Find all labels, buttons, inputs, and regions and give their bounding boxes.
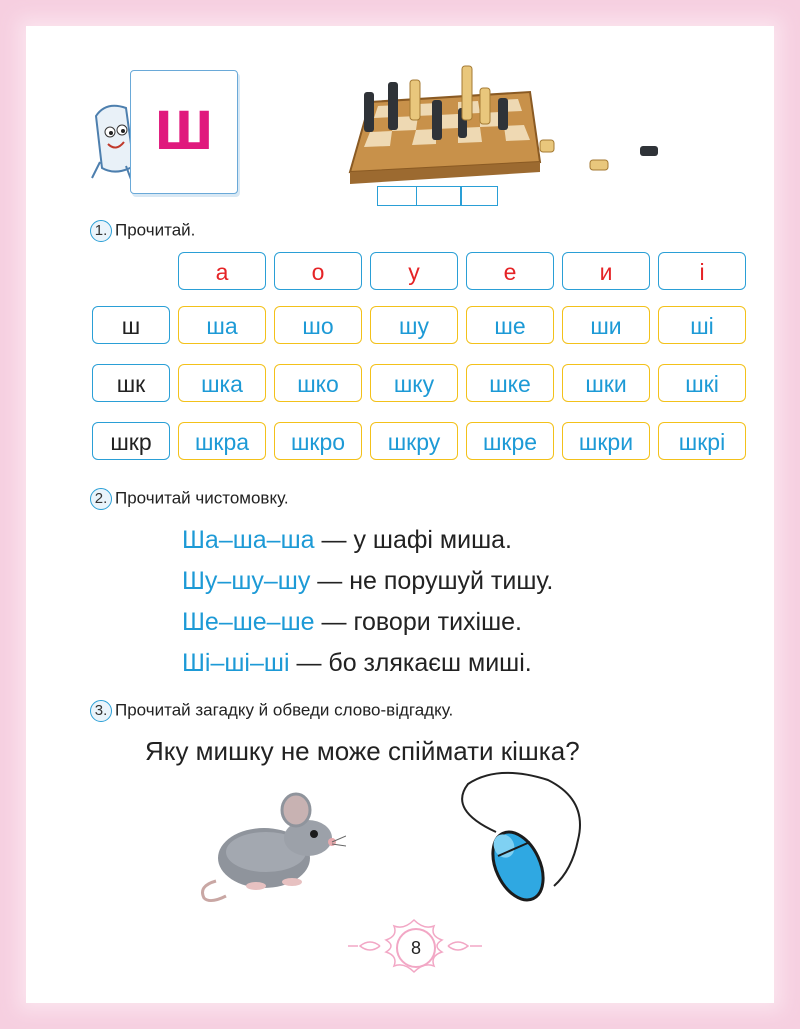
computer-mouse-icon[interactable] [448,770,588,910]
answer-box[interactable] [416,186,462,206]
syllable-cell: шкро [274,422,362,460]
vowel-cell: а [178,252,266,290]
syllable-cell: шо [274,306,362,344]
tongue-twister-line: Ші–ші–ші — бо злякаєш миші. [182,649,532,677]
syllable-cell: шко [274,364,362,402]
chessboard-illustration [340,62,680,192]
card-letter: ш [153,85,214,165]
task-1-title: Прочитай. [115,220,196,240]
consonant-cell: шкр [92,422,170,460]
riddle-text: Яку мишку не може спіймати кішка? [145,736,580,766]
answer-box[interactable] [377,186,417,206]
vowel-cell: о [274,252,362,290]
task-2-title: Прочитай чистомовку. [115,488,289,508]
page-number [340,916,490,976]
answer-boxes[interactable] [377,186,498,206]
mouse-animal-icon[interactable] [196,786,346,906]
syllable-cell: шкрі [658,422,746,460]
tongue-twister-line: Ше–ше–ше — говори тихіше. [182,608,523,636]
consonant-cell: шк [92,364,170,402]
page-number-value: 8 [396,928,436,968]
syllable-cell: шкра [178,422,266,460]
answer-box[interactable] [460,186,498,206]
task-3-title: Прочитай загадку й обведи слово-відгадку. [115,700,454,720]
vowel-cell: і [658,252,746,290]
task-3-heading [90,700,453,722]
syllable-cell: ша [178,306,266,344]
syllable-cell: шке [466,364,554,402]
syllable-cell: ши [562,306,650,344]
syllable-cell: ші [658,306,746,344]
tongue-twister-line: Шу–шу–шу — не порушуй тишу. [182,567,554,595]
letter-card [130,70,238,194]
task-number-badge: 1. [90,220,112,242]
syllable-cell: шкри [562,422,650,460]
task-number-badge: 3. [90,700,112,722]
task-1-heading [90,220,195,242]
syllable-cell: ше [466,306,554,344]
task-2-heading [90,488,289,510]
syllable-cell: шку [370,364,458,402]
vowel-cell: е [466,252,554,290]
consonant-cell: ш [92,306,170,344]
task-number-badge: 2. [90,488,112,510]
syllable-cell: шки [562,364,650,402]
vowel-cell: и [562,252,650,290]
syllable-cell: шкре [466,422,554,460]
syllable-cell: шка [178,364,266,402]
tongue-twister-line: Ша–ша–ша — у шафі миша. [182,526,512,554]
syllable-cell: шкі [658,364,746,402]
vowel-cell: у [370,252,458,290]
tongue-twister [182,520,553,684]
syllable-cell: шкру [370,422,458,460]
syllable-cell: шу [370,306,458,344]
